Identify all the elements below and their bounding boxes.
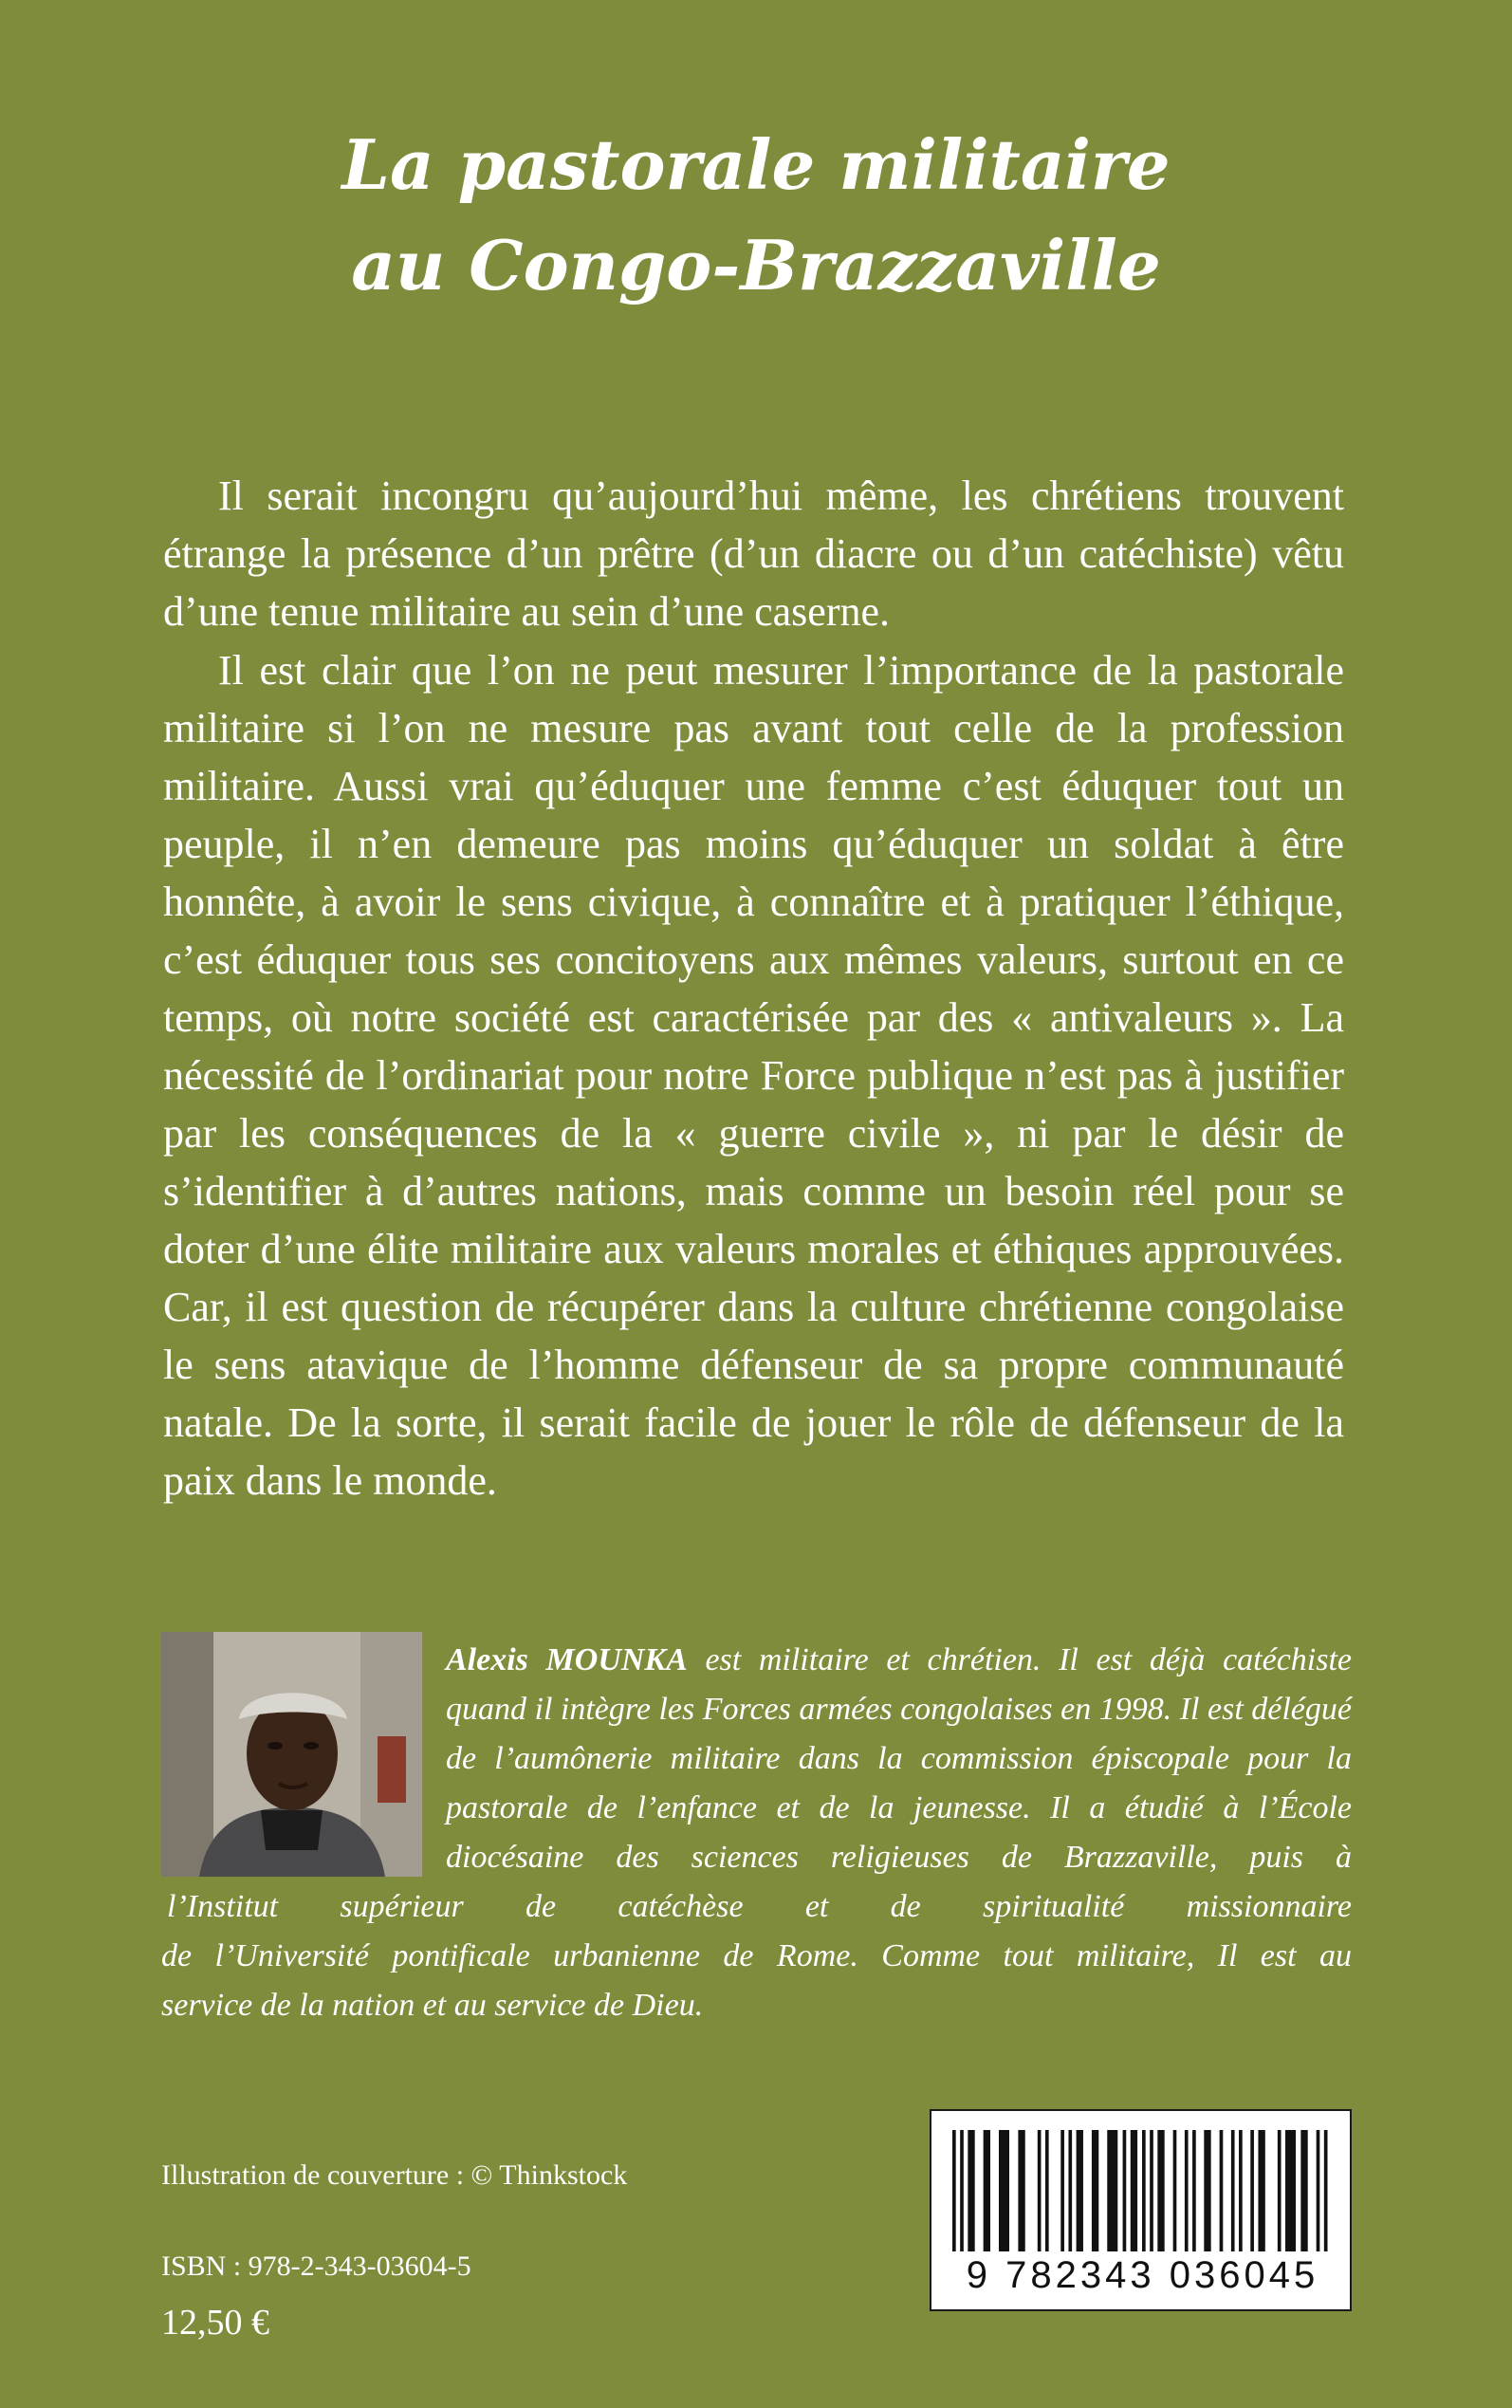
barcode-bar xyxy=(1220,2130,1224,2251)
barcode-bar xyxy=(1068,2130,1072,2251)
barcode-bar xyxy=(1107,2130,1117,2251)
barcode-bar xyxy=(1077,2130,1083,2251)
barcode-bar xyxy=(1324,2130,1328,2251)
barcode-bar xyxy=(1239,2130,1243,2251)
author-bio-text: est militaire et chrétien. Il est déjà catéchiste quand il intègre les Forces armées congolaises en 1998. Il est délégué de l’aumônerie militaire dans la commission épiscopale pour la pastorale de l’enfance et de la jeunesse. Il a étudié à l’École diocésaine des sciences religieuses de Brazzaville, puis à xyxy=(446,1642,1353,1875)
barcode-bar xyxy=(1317,2130,1320,2251)
blurb-paragraph-2: Il est clair que l’on ne peut mesurer l’importance de la pastorale militaire si l’on ne mesure pas avant tout celle de la profession militaire. Aussi vrai qu’éduquer une femme c’est éduquer tout un peuple, il n’en demeure pas moins qu’éduquer un soldat à être honnête, à avoir le sens civique, à connaître et à pratiquer l’éthique, c’est éduquer tous ses concitoyens aux mêmes valeurs, surtout en ce temps, où notre société est caractérisée par des « antivaleurs ». La nécessité de l’ordinariat pour notre Force publique n’est pas à justifier par les conséquences de la « guerre civile », ni par le désir de s’identifier à d’autres nations, mais comme un besoin réel pour se doter d’une élite militaire aux valeurs morales et éthiques approuvées. Car, il est question de récupérer dans la culture chrétienne congolaise le sens atavique de l’homme défenseur de sa propre communauté natale. De la sorte, il serait facile de jouer le rôle de défenseur de la paix dans le monde. xyxy=(163,647,1344,1504)
barcode-digits: 9 782343 036045 xyxy=(966,2254,1319,2296)
barcode-bar xyxy=(1231,2130,1235,2251)
author-name: Alexis MOUNKA xyxy=(446,1642,688,1677)
barcode-bar xyxy=(1142,2130,1146,2251)
barcode-bar xyxy=(1157,2130,1164,2251)
author-bio-line: l’Institut supérieur de catéchèse et de spiritualité missionnaire xyxy=(167,1889,1352,1924)
barcode-bar xyxy=(1185,2130,1189,2251)
barcode-bar xyxy=(1060,2130,1064,2251)
barcode-bar xyxy=(1123,2130,1127,2251)
barcode-bar xyxy=(1300,2130,1307,2251)
barcode-bar xyxy=(1173,2130,1177,2251)
barcode-bar xyxy=(1250,2130,1254,2251)
author-bio-line: de l’Université pontificale urbanienne de Rome. Comme tout militaire, Il est au xyxy=(161,1938,1352,1973)
cover-illustration-credit: Illustration de couverture : © Thinkstock xyxy=(161,2159,628,2191)
barcode-bar xyxy=(1278,2130,1282,2251)
barcode-bar xyxy=(960,2130,964,2251)
author-bio-line: service de la nation et au service de Dieu. xyxy=(161,1988,704,2023)
barcode-bar xyxy=(1131,2130,1137,2251)
barcode-bar xyxy=(1018,2130,1024,2251)
author-bio-bottom xyxy=(161,1882,1352,2030)
blurb-paragraph-1: Il serait incongru qu’aujourd’hui même, les chrétiens trouvent étrange la présence d’un prêtre (d’un diacre ou d’un catéchiste) vêtu d’une tenue militaire au sein d’une caserne. xyxy=(163,472,1344,635)
barcode-bar xyxy=(1150,2130,1153,2251)
book-title-line-1: La pastorale militaire xyxy=(341,124,1171,205)
barcode-bar xyxy=(1258,2130,1264,2251)
author-photo xyxy=(161,1632,422,1877)
barcode-bar xyxy=(1204,2130,1210,2251)
barcode-bar xyxy=(999,2130,1009,2251)
barcode-bars xyxy=(952,2130,1332,2251)
barcode-bar xyxy=(968,2130,974,2251)
barcode-bar xyxy=(1092,2130,1098,2251)
isbn: ISBN : 978-2-343-03604-5 xyxy=(161,2251,471,2282)
book-title-line-2: au Congo-Brazzaville xyxy=(351,225,1161,306)
barcode-bar xyxy=(952,2130,956,2251)
price: 12,50 € xyxy=(161,2303,269,2343)
barcode-bar xyxy=(1285,2130,1296,2251)
barcode-bar xyxy=(984,2130,990,2251)
author-bio-top xyxy=(446,1636,1352,1882)
barcode-bar xyxy=(1045,2130,1049,2251)
barcode xyxy=(930,2109,1352,2311)
barcode-bar xyxy=(1038,2130,1042,2251)
barcode-bar xyxy=(1192,2130,1196,2251)
